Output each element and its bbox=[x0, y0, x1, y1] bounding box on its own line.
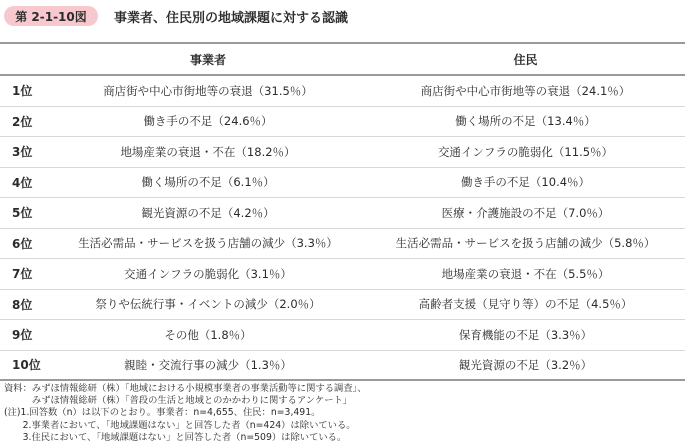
rank-label: 5位 bbox=[12, 206, 33, 221]
note-line: みずほ情報総研（株）「普段の生活と地域とのかかわりに関するアンケート」 bbox=[4, 395, 353, 407]
business-issue-cell: 交通インフラの脆弱化（3.1％） bbox=[124, 266, 292, 281]
rank-label: 9位 bbox=[12, 328, 33, 343]
figure-number-badge: 第 2-1-10図 bbox=[4, 6, 98, 26]
rank-label: 4位 bbox=[12, 175, 33, 190]
residents-issue-cell: 保育機能の不足（3.3％） bbox=[458, 327, 593, 342]
residents-issue-cell: 商店街や中心市街地等の衰退（24.1％） bbox=[420, 83, 631, 98]
table-row bbox=[0, 107, 685, 138]
ranking-table bbox=[0, 42, 685, 381]
rank-label: 10位 bbox=[12, 358, 41, 373]
table-row bbox=[0, 137, 685, 168]
rank-label: 2位 bbox=[12, 114, 33, 129]
residents-issue-cell: 高齢者支援（見守り等）の不足（4.5％） bbox=[418, 297, 633, 312]
residents-issue-cell: 交通インフラの脆弱化（11.5％） bbox=[437, 144, 614, 159]
table-row bbox=[0, 351, 685, 382]
rank-label: 7位 bbox=[12, 267, 33, 282]
business-issue-cell: 商店街や中心市街地等の衰退（31.5％） bbox=[103, 83, 313, 98]
residents-column-header: 住民 bbox=[513, 52, 538, 67]
table-body bbox=[0, 76, 685, 381]
residents-issue-cell: 働き手の不足（10.4％） bbox=[460, 175, 591, 190]
business-issue-cell: 親睦・交流行事の減少（1.3％） bbox=[124, 357, 292, 372]
business-issue-cell: 祭りや伝統行事・イベントの減少（2.0％） bbox=[95, 297, 321, 312]
note-line: 資料：みずほ情報総研（株）「地域における小規模事業者の事業活動等に関する調査」、 bbox=[4, 383, 367, 394]
rank-label: 8位 bbox=[12, 297, 33, 312]
table-row bbox=[0, 198, 685, 229]
business-issue-cell: 働き手の不足（24.6％） bbox=[143, 114, 273, 129]
table-header-row bbox=[0, 42, 685, 76]
figure-header bbox=[0, 0, 685, 32]
business-issue-cell: 生活必需品・サービスを扱う店舗の減少（3.3％） bbox=[78, 236, 338, 251]
business-issue-cell: 観光資源の不足（4.2％） bbox=[141, 205, 275, 220]
note-line: 3.住民において、「地域課題はない」と回答した者（n=509）は除いている。 bbox=[4, 431, 347, 443]
source-notes bbox=[4, 383, 682, 444]
table-row bbox=[0, 259, 685, 290]
note-line: (注)1.回答数（n）は以下のとおり。事業者：n=4,655、住民：n=3,491。 bbox=[4, 407, 321, 419]
residents-issue-cell: 医療・介護施設の不足（7.0％） bbox=[441, 205, 610, 220]
note-line: 2.事業者において、「地域課題はない」と回答した者（n=424）は除いている。 bbox=[4, 419, 356, 431]
rank-label: 1位 bbox=[12, 84, 33, 99]
residents-issue-cell: 観光資源の不足（3.2％） bbox=[458, 357, 593, 372]
table-row bbox=[0, 168, 685, 199]
business-issue-cell: 働く場所の不足（6.1％） bbox=[141, 175, 275, 190]
table-row bbox=[0, 229, 685, 260]
table-row bbox=[0, 320, 685, 351]
rank-label: 6位 bbox=[12, 236, 33, 251]
table-row bbox=[0, 76, 685, 107]
business-issue-cell: その他（1.8％） bbox=[164, 327, 252, 342]
table-row bbox=[0, 290, 685, 321]
residents-issue-cell: 働く場所の不足（13.4％） bbox=[455, 114, 596, 129]
figure-title: 事業者、住民別の地域課題に対する認識 bbox=[114, 11, 349, 26]
rank-label: 3位 bbox=[12, 145, 33, 160]
residents-issue-cell: 地場産業の衰退・不在（5.5％） bbox=[441, 266, 610, 281]
residents-issue-cell: 生活必需品・サービスを扱う店舗の減少（5.8％） bbox=[395, 236, 656, 251]
business-issue-cell: 地場産業の衰退・不在（18.2％） bbox=[120, 144, 296, 159]
business-column-header: 事業者 bbox=[189, 52, 226, 67]
